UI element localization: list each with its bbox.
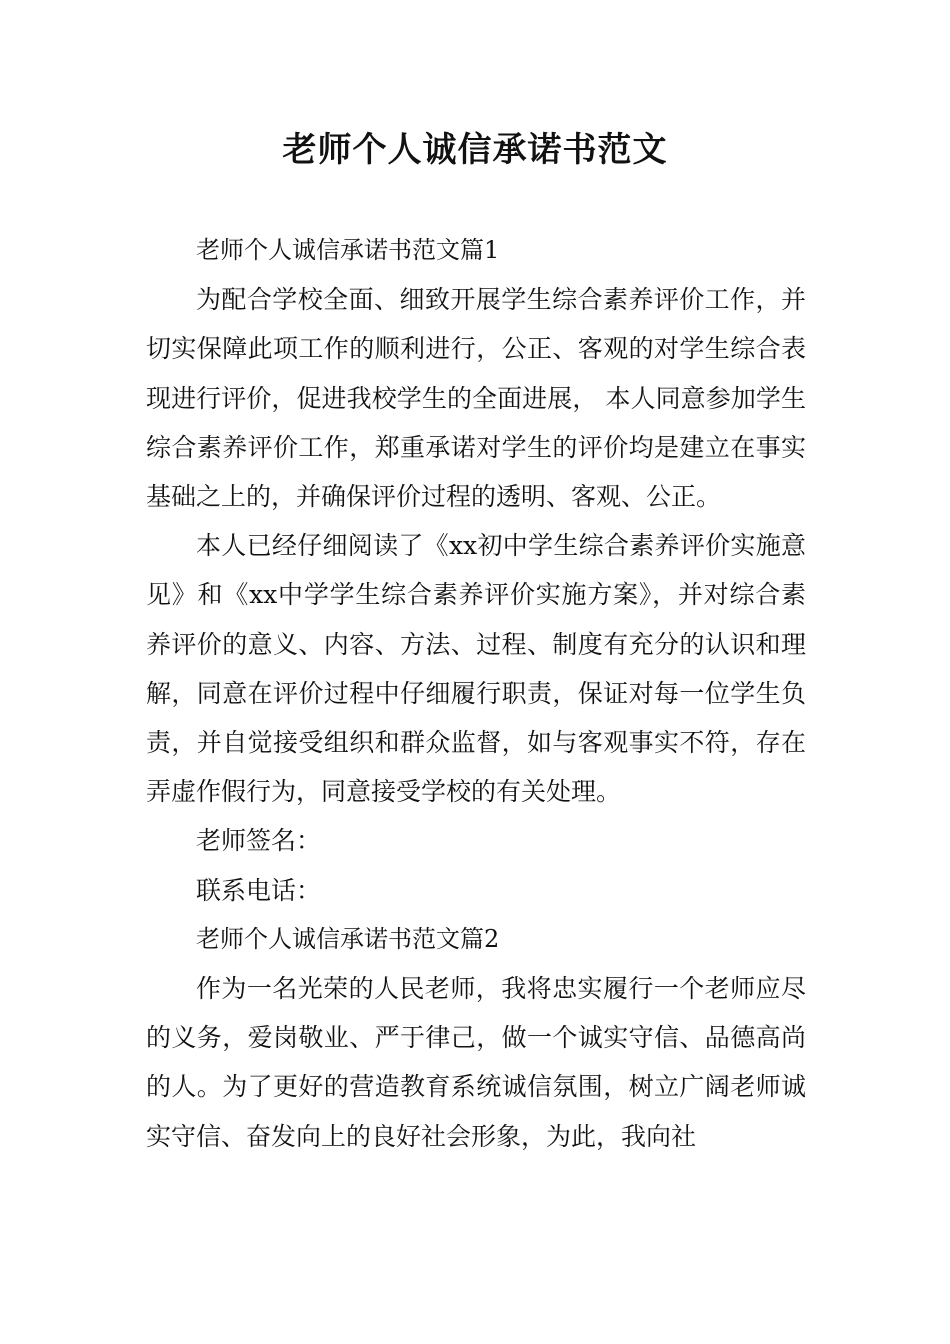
document-title: 老师个人诚信承诺书范文	[282, 130, 668, 170]
paragraph-commitment-details: 本人已经仔细阅读了《xx初中学生综合素养评价实施意见》和《xx中学学生综合素养评价实施方案》，并对综合素养评价的意义、内容、方法、过程、制度有充分的认识和理解，同意在评价过程中仔细履行职责，保证对每一位学生负责，并自觉接受组织和群众监督，如与客观事实不符，存在弄虚作假行为，同意接受学校的有关处理。	[146, 531, 806, 807]
contact-phone-line: 联系电话：	[196, 875, 322, 905]
paragraph-section-2-intro: 作为一名光荣的人民老师，我将忠实履行一个老师应尽的义务，爱岗敬业、严于律己，做一个诚实守信、品德高尚的人。为了更好的营造教育系统诚信氛围，树立广阔老师诚实守信、奋发向上的良好社会形象，为此，我向社	[146, 974, 806, 1151]
document-body	[146, 226, 806, 1161]
paragraph-commitment-intro: 为配合学校全面、细致开展学生综合素养评价工作，并切实保障此项工作的顺利进行，公正、客观的对学生综合表现进行评价，促进我校学生的全面进展， 本人同意参加学生综合素养评价工作，郑重承诺对学生的评价均是建立在事实基础之上的，并确保评价过程的透明、客观、公正。	[146, 285, 806, 512]
section-heading-2: 老师个人诚信承诺书范文篇2	[196, 924, 500, 953]
section-heading-1: 老师个人诚信承诺书范文篇1	[196, 236, 500, 264]
teacher-signature-line: 老师签名：	[196, 826, 322, 856]
